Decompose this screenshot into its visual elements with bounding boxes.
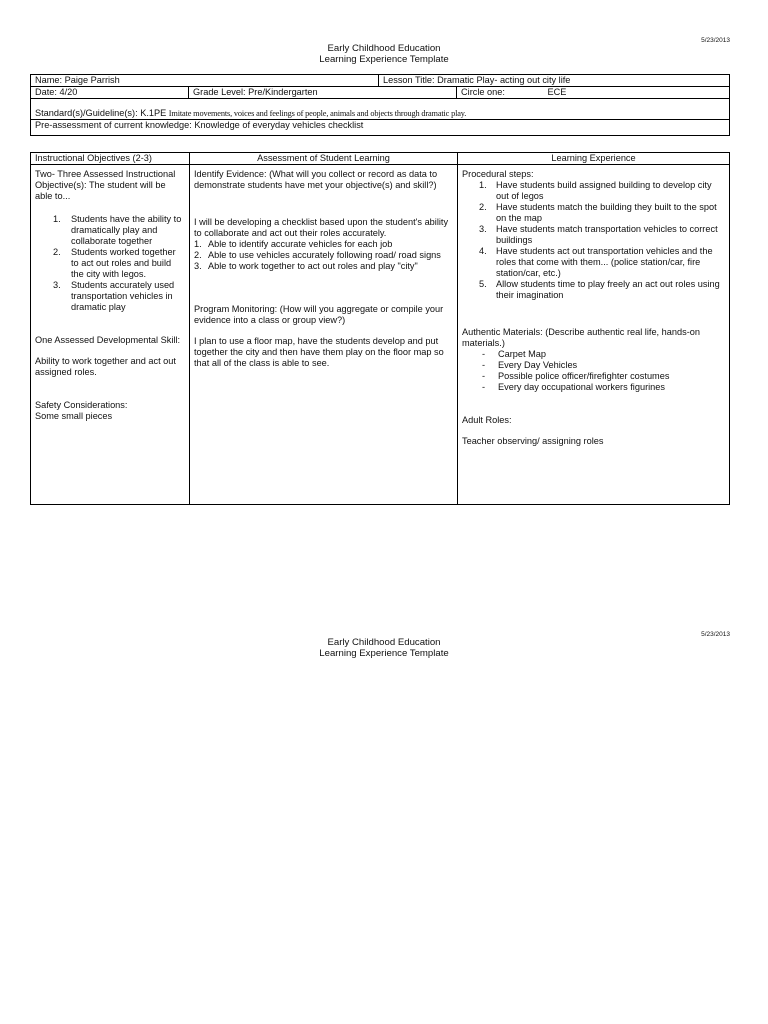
document-title: [0, 43, 768, 65]
header-row-1: [31, 75, 730, 87]
list-item: 2. Able to use vehicles accurately following road/ road signs: [194, 250, 441, 260]
lesson-header-table: [30, 74, 730, 136]
page2-title-line-2: Learning Experience Template: [319, 648, 449, 659]
list-item: - Carpet Map: [482, 349, 547, 359]
monitoring-text: I plan to use a floor map, have the students develop and put together the city and then have them play on the floor map so that all of the class is able to see.: [194, 336, 444, 368]
page2-document-title: [0, 637, 768, 659]
list-item: 1. Able to identify accurate vehicles for each job: [194, 239, 393, 249]
header-row-2: [31, 87, 730, 99]
pre-assessment-cell: Pre-assessment of current knowledge: Knowledge of everyday vehicles checklist: [31, 120, 730, 136]
circle-one-value: ECE: [547, 87, 567, 97]
standard-text: Imitate movements, voices and feelings of people, animals and objects through dramatic play.: [168, 109, 467, 118]
plan-intro: I will be developing a checklist based upon the student's ability to collaborate and act out their roles accurately.: [194, 217, 449, 238]
materials-heading: Authentic Materials: (Describe authentic real life, hands-on materials.): [462, 327, 700, 348]
assessment-cell: [190, 165, 458, 505]
adult-roles-heading: Adult Roles:: [462, 415, 512, 425]
objectives-intro: Two- Three Assessed Instructional Objective(s): The student will be able to...: [35, 169, 176, 201]
col-header-experience: Learning Experience: [458, 153, 730, 165]
list-item: 1. Students have the ability to dramatically play and collaborate together: [53, 214, 182, 246]
page-date: 5/23/2013: [701, 37, 730, 44]
col-header-objectives: Instructional Objectives (2-3): [31, 153, 190, 165]
title-line-1: Early Childhood Education: [327, 43, 441, 54]
content-row: [31, 165, 730, 505]
list-item: - Every Day Vehicles: [482, 360, 578, 370]
adult-roles-text: Teacher observing/ assigning roles: [462, 436, 604, 446]
list-item: 2. Students worked together to act out roles and build the city with legos.: [53, 247, 176, 279]
evidence-list: [194, 239, 453, 272]
standard-cell: [31, 99, 730, 120]
procedural-heading: Procedural steps:: [462, 169, 534, 179]
list-item: 3. Have students match transportation vehicles to correct buildings: [479, 224, 718, 245]
skill-text: Ability to work together and act out assigned roles.: [35, 356, 176, 377]
name-cell: Name: Paige Parrish: [31, 75, 379, 87]
list-item: - Every day occupational workers figurines: [482, 382, 665, 392]
circle-one-label: Circle one:: [461, 87, 505, 97]
materials-list: [462, 349, 725, 393]
col-header-assessment: Assessment of Student Learning: [190, 153, 458, 165]
standard-label: Standard(s)/Guideline(s): K.1PE: [35, 108, 169, 118]
column-header-row: [31, 153, 730, 165]
safety-text: Some small pieces: [35, 411, 113, 421]
list-item: 3. Able to work together to act out roles and play "city": [194, 261, 418, 271]
list-item: 4. Have students act out transportation vehicles and the roles that come with them... (police station/car, fire station/car, etc.): [479, 246, 713, 278]
list-item: 3. Students accurately used transportation vehicles in dramatic play: [53, 280, 175, 312]
learning-experience-table: [30, 152, 730, 505]
lesson-title-cell: Lesson Title: Dramatic Play- acting out city life: [379, 75, 730, 87]
circle-one-cell: [457, 87, 730, 99]
standard-row: [31, 99, 730, 120]
objectives-cell: [31, 165, 190, 505]
title-line-2: Learning Experience Template: [319, 54, 449, 65]
pre-assessment-row: [31, 120, 730, 136]
grade-level-cell: Grade Level: Pre/Kindergarten: [189, 87, 457, 99]
safety-heading: Safety Considerations:: [35, 400, 128, 410]
list-item: 2. Have students match the building they built to the spot on the map: [479, 202, 717, 223]
skill-heading: One Assessed Developmental Skill:: [35, 335, 181, 345]
experience-cell: [458, 165, 730, 505]
procedural-steps-list: [462, 180, 725, 301]
objectives-list: [35, 214, 185, 313]
identify-evidence: Identify Evidence: (What will you collect or record as data to demonstrate students have met your objective(s) and skill?): [194, 169, 438, 190]
program-monitoring: Program Monitoring: (How will you aggregate or compile your evidence into a class or group view?): [194, 304, 444, 325]
list-item: - Possible police officer/firefighter costumes: [482, 371, 670, 381]
page2-title-line-1: Early Childhood Education: [327, 637, 441, 648]
date-cell: Date: 4/20: [31, 87, 189, 99]
list-item: 1. Have students build assigned building to develop city out of legos: [479, 180, 712, 201]
page2-date: 5/23/2013: [701, 631, 730, 638]
list-item: 5. Allow students time to play freely an act out roles using their imagination: [479, 279, 720, 300]
